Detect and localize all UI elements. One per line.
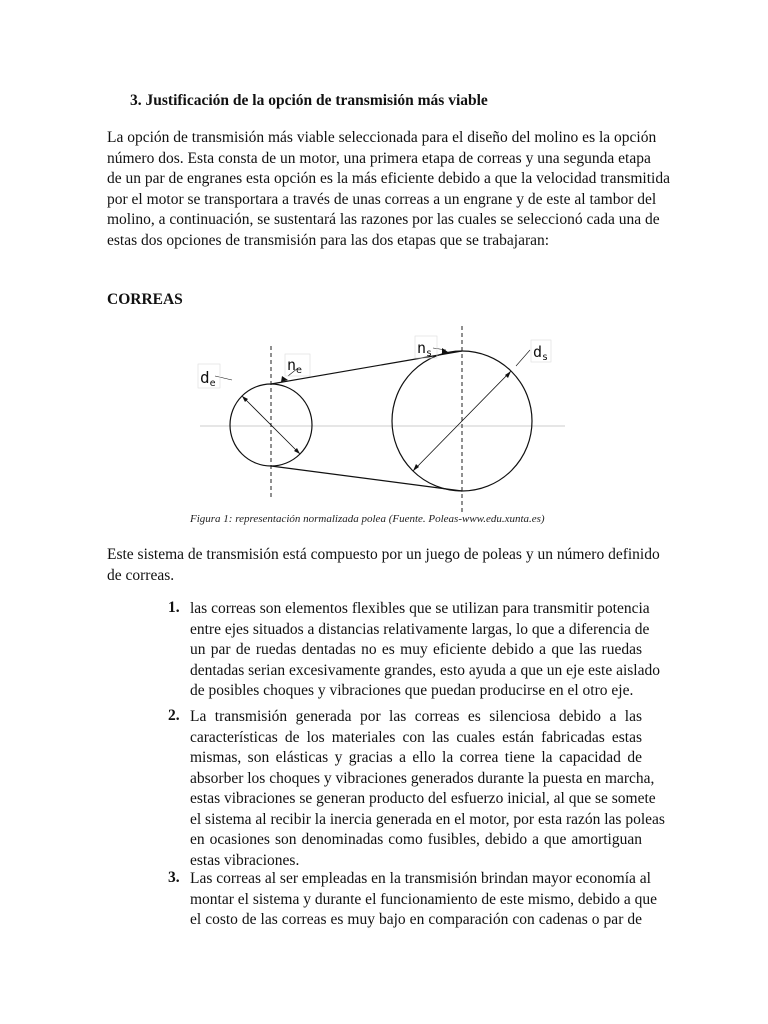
intro-line: estas dos opciones de transmisión para las dos etapas que se trabajaran:: [107, 231, 550, 249]
list-item-line: dentadas serian excesivamente grandes, esto ayuda a que un eje este aislado: [190, 661, 660, 679]
intro-line: molino, a continuación, se sustentará las razones por las cuales se seleccionó cada una de: [107, 211, 660, 228]
leader-de: [215, 376, 232, 380]
intro-line: de un par de engranes esta opción es la más eficiente debido a que la velocidad transmitida: [107, 170, 670, 187]
list-item-line: absorber los choques y vibraciones generados durante la puesta en marcha,: [190, 769, 655, 787]
large-diameter-arrowhead: [505, 371, 511, 378]
large-diameter-arrowhead: [413, 464, 419, 471]
leader-ns: [433, 348, 446, 350]
list-item-line: el costo de las correas es muy bajo en comparación con cadenas o par de: [190, 911, 642, 928]
list-item-2: [190, 707, 665, 871]
intro-line: La opción de transmisión más viable seleccionada para el diseño del molino es la opción: [107, 129, 657, 146]
list-item-line: entre ejes situados a distancias relativamente largas, lo que a diferencia de: [190, 620, 650, 638]
section-heading: 3. Justificación de la opción de transmisión más viable: [130, 92, 488, 109]
label-ne: $n_e$: [287, 356, 303, 376]
list-item-number: 1.: [168, 599, 180, 616]
list-item-line: mismas, son elásticas y gracias a ello la correa tiene la capacidad de: [190, 749, 642, 766]
label-ds: $d_s$: [533, 343, 549, 363]
subheading-correas: CORREAS: [107, 291, 183, 308]
system-paragraph: [107, 545, 660, 586]
intro-line: número dos. Esta consta de un motor, una primera etapa de correas y una segunda etapa: [107, 149, 651, 167]
list-item-line: características de los materiales con las cuales están fabricadas estas: [190, 728, 642, 746]
list-item-number: 3.: [168, 869, 180, 886]
system-line: de correas.: [107, 566, 175, 584]
label-ns: $n_s$: [417, 339, 433, 359]
list-item-line: estas vibraciones.: [190, 851, 300, 869]
intro-line: por el motor se transportara a través de unas correas a un engrane y de este al tambor del: [107, 190, 657, 208]
intro-paragraph: [107, 128, 670, 251]
list-item-line: de posibles choques y vibraciones que puedan producirse en el otro eje.: [190, 682, 634, 699]
leader-ds: [516, 350, 530, 366]
list-item-line: La transmisión generada por las correas es silenciosa debido a las: [190, 708, 642, 725]
figure-caption: Figura 1: representación normalizada polea (Fuente. Poleas-www.edu.xunta.es): [190, 513, 545, 525]
list-item-line: el sistema al recibir la inercia generada en el motor, por esta razón las poleas: [190, 810, 665, 828]
belt-lower: [271, 466, 462, 491]
list-item-number: 2.: [168, 707, 180, 724]
list-item-line: un par de ruedas dentadas no es muy eficiente debido a que las ruedas: [190, 641, 642, 658]
list-item-line: las correas son elementos flexibles que se utilizan para transmitir potencia: [190, 600, 650, 617]
list-item-1: [190, 599, 660, 702]
system-line: Este sistema de transmisión está compuesto por un juego de poleas y un número definido: [107, 546, 660, 563]
list-item-line: en ocasiones son denominadas como fusibles, debido a que amortiguan: [190, 831, 642, 848]
list-item-line: Las correas al ser empleadas en la transmisión brindan mayor economía al: [190, 870, 651, 887]
pulley-diagram: [190, 318, 580, 518]
list-item-line: estas vibraciones se generan producto del esfuerzo inicial, al que se somete: [190, 790, 656, 807]
list-item-line: montar el sistema y durante el funcionamiento de este mismo, debido a que: [190, 890, 658, 908]
label-de: de: [200, 368, 216, 389]
list-item-3: [190, 869, 658, 931]
